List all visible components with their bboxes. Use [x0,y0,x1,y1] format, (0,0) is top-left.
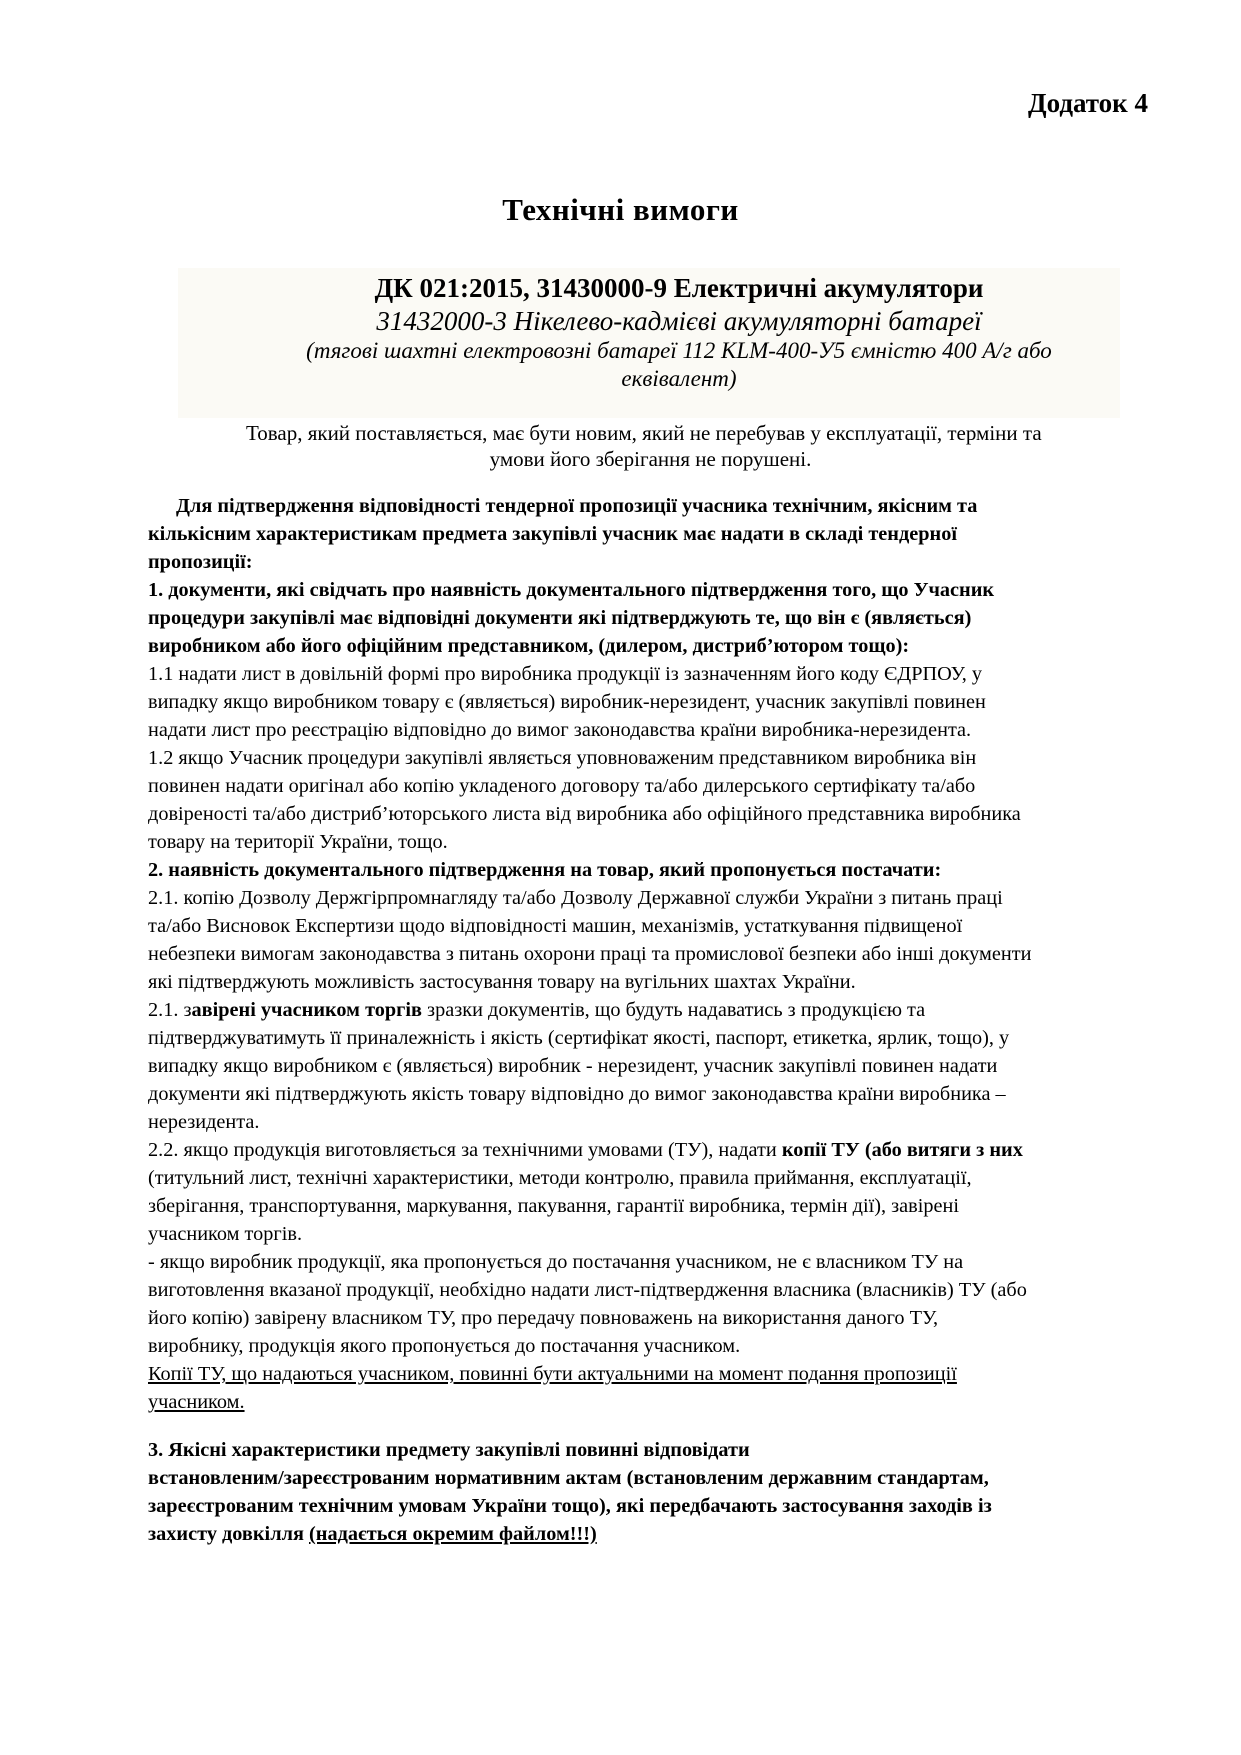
item-2-dash-line: його копію) завірену власником ТУ, про передачу повноважень на використання даного ТУ, [148,1307,939,1329]
item-1-2-line: повинен надати оригінал або копію укладеного договору та/або дилерського сертифікату та/або [148,775,976,797]
page-title: Технічні вимоги [502,192,739,227]
requirements-body [148,492,1158,1548]
item-2-1a-line: та/або Висновок Експертизи щодо відповідності машин, механізмів, устаткування підвищеної [148,915,963,937]
item-1-2-line: 1.2 якщо Учасник процедури закупівлі являється уповноваженим представником виробника він [148,747,977,769]
item-1-1-line: випадку якщо виробником товару є (являється) виробник-нерезидент, учасник закупівлі повинен [148,691,986,713]
item-2-2-bold: копії ТУ (або витяги з них [781,1139,1023,1161]
product-subtitle: 31432000-3 Нікелево-кадмієві акумуляторні батареї [376,306,982,336]
item-2-1b-line: нерезидента. [148,1111,260,1133]
intro-paragraph-line: Для підтвердження відповідності тендерної пропозиції учасника технічним, якісним та [176,495,978,517]
item-2-2-prefix: 2.2. якщо продукція виготовляється за технічними умовами (ТУ), надати [148,1139,782,1161]
section-3-last-prefix: захисту довкілля [148,1523,309,1545]
section-3-last-line [148,1520,1158,1548]
appendix-label: Додаток 4 [1028,88,1148,118]
item-2-1b-line: документи які підтверджують якість товару відповідно до вимог законодавства країни виробника – [148,1083,1006,1105]
tu-actuality-note-line: учасником. [148,1391,245,1413]
item-2-dash-line: - якщо виробник продукції, яка пропонується до постачання учасником, не є власником ТУ на [148,1251,964,1273]
item-2-1b-bold: авірені учасником торгів [191,999,422,1021]
item-2-2-line: (титульний лист, технічні характеристики, методи контролю, правила приймання, експлуатації, [148,1167,972,1189]
intro-paragraph-line: кількісним характеристикам предмета закупівлі учасник має надати в складі тендерної [148,523,957,545]
separate-file-note: (надається окремим файлом!!!) [309,1523,597,1545]
item-2-1b-line: випадку якщо виробником є (являється) виробник - нерезидент, учасник закупівлі повинен надати [148,1055,998,1077]
section-1-heading-line: 1. документи, які свідчать про наявність документального підтвердження того, що Учасник [148,579,995,601]
item-2-2-line: учасником торгів. [148,1223,303,1245]
item-2-1b-rest: зразки документів, що будуть надаватись з продукцією та [421,999,926,1021]
section-1-heading-line: виробником або його офіційним представником, (дилером, дистриб’ютором тощо): [148,635,910,657]
item-2-1a-line: які підтверджують можливість застосування товару на вугільних шахтах України. [148,971,856,993]
section-3-line: встановленим/зареєстрованим нормативним актам (встановленим державним стандартам, [148,1467,989,1489]
tu-actuality-note-line: Копії ТУ, що надаються учасником, повинні бути актуальними на момент подання пропозиції [148,1363,957,1385]
item-2-dash-line: виготовлення вказаної продукції, необхідно надати лист-підтвердження власника (власників) ТУ (або [148,1279,1027,1301]
item-2-2-first-line [148,1136,1158,1164]
intro-line-2: умови його зберігання не порушені. [489,447,812,471]
item-2-1a-line: 2.1. копію Дозволу Держгірпромнагляду та/або Дозволу Державної служби України з питань праці [148,887,1003,909]
intro-line-1: Товар, який поставляється, має бути новим, який не перебував у експлуатації, терміни та [246,421,1042,445]
item-1-1-line: 1.1 надати лист в довільній формі про виробника продукції із зазначенням його коду ЄДРПОУ, у [148,663,982,685]
item-2-dash-line: виробнику, продукція якого пропонується до постачання учасником. [148,1335,741,1357]
item-2-2-line: зберігання, транспортування, маркування, пакування, гарантії виробника, термін дії), завірені [148,1195,959,1217]
section-3-line: зареєстрованим технічним умовам України тощо), які передбачають застосування заходів із [148,1495,992,1517]
item-2-1b-first-line [148,996,1158,1024]
intro-paragraph-line: пропозиції: [148,551,253,573]
item-1-2-line: товару на території України, тощо. [148,831,448,853]
section-3-line: 3. Якісні характеристики предмету закупівлі повинні відповідати [148,1439,750,1461]
item-1-1-line: надати лист про реєстрацію відповідно до вимог законодавства країни виробника-нерезидента. [148,719,972,741]
section-gap [148,1416,1158,1436]
product-note-line-1: (тягові шахтні електровозні батареї 112 KLM-400-У5 ємністю 400 А/г або [306,338,1052,363]
item-1-2-line: довіреності та/або дистриб’юторського листа від виробника або офіційного представника виробника [148,803,1021,825]
section-2-heading: 2. наявність документального підтвердження на товар, який пропонується постачати: [148,859,942,881]
item-2-1b-prefix: 2.1. з [148,999,192,1021]
item-2-1a-line: небезпеки вимогам законодавства з питань охорони праці та промислової безпеки або інші документи [148,943,1032,965]
item-2-1b-line: підтверджуватимуть її приналежність і якість (сертифікат якості, паспорт, етикетка, ярлик, тощо), у [148,1027,1010,1049]
section-1-heading-line: процедури закупівлі має відповідні документи які підтверджують те, що він є (являється) [148,607,972,629]
product-note-line-2: еквівалент) [621,366,737,391]
classifier-code-line: ДК 021:2015, 31430000-9 Електричні акумулятори [374,273,984,303]
